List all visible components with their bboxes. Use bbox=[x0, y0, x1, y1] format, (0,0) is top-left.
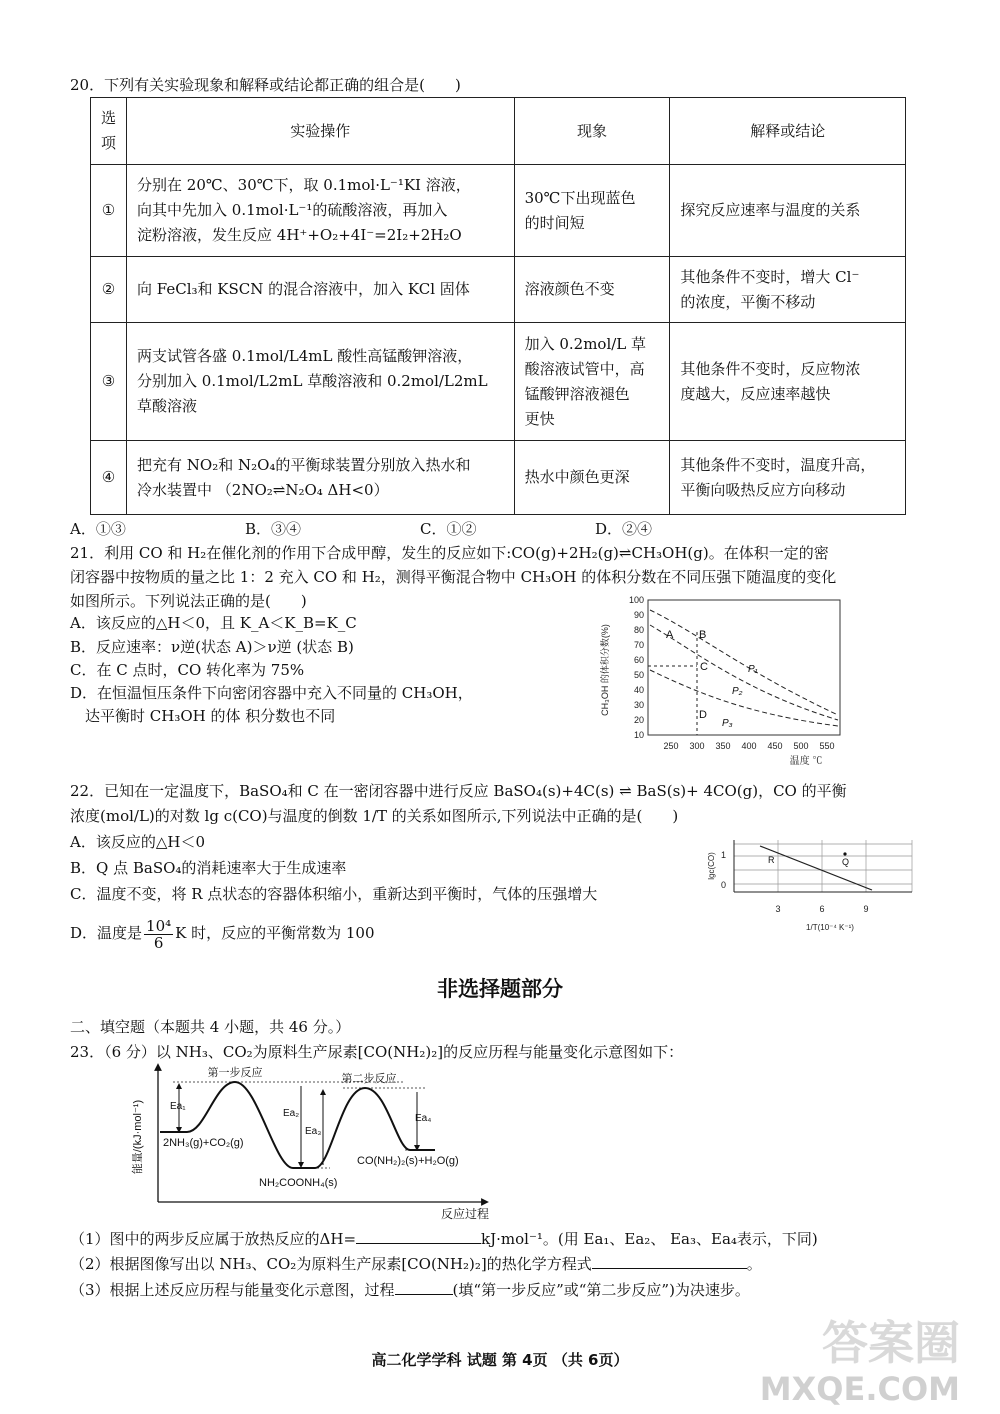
cell-line: 淀粉溶液，发生反应 4H⁺+O₂+4I⁻=2I₂+2H₂O bbox=[137, 226, 462, 244]
cell-line: 平衡向吸热反应方向移动 bbox=[680, 480, 846, 499]
fraction-denominator: 6 bbox=[153, 933, 164, 952]
table-row bbox=[91, 257, 906, 323]
chart-frame bbox=[648, 600, 840, 735]
products-label: CO(NH₂)₂(s)+H₂O(g) bbox=[357, 1155, 459, 1167]
temperature-fraction bbox=[144, 918, 173, 951]
cell-line: 两支试管各盛 0.1mol/L4mL 酸性高锰酸钾溶液， bbox=[137, 347, 473, 365]
option-d: D．②④ bbox=[595, 520, 653, 538]
row-phenomenon bbox=[514, 441, 670, 515]
ea4-label: Ea₄ bbox=[415, 1113, 432, 1124]
row-operation bbox=[127, 165, 515, 257]
point-r: R bbox=[768, 855, 775, 865]
option-a: A．①③ bbox=[70, 520, 126, 538]
q20-options bbox=[70, 518, 690, 540]
chart-y-label: lgc(CO) bbox=[707, 852, 716, 880]
q21-option-c: C．在 C 点时，CO 转化率为 75% bbox=[70, 661, 305, 679]
q23-sub1 bbox=[70, 1227, 818, 1250]
curve-p2 bbox=[650, 625, 838, 720]
x-tick: 450 bbox=[767, 741, 783, 751]
diagram-y-label: 能量/(kJ·mol⁻¹) bbox=[132, 1099, 144, 1175]
q21-line: 21．利用 CO 和 H₂在催化剂的作用下合成甲醇，发生的反应如下:CO(g)+2H₂(g)⇌CH₃OH(g)。在体积一定的密 bbox=[70, 544, 829, 562]
q23-sub3 bbox=[70, 1278, 750, 1301]
q22-option-d bbox=[70, 913, 375, 953]
option-c: C．①② bbox=[420, 520, 477, 538]
row-phenomenon bbox=[514, 257, 670, 323]
x-tick: 350 bbox=[715, 741, 731, 751]
point-q: Q bbox=[842, 857, 850, 867]
x-tick: 500 bbox=[793, 741, 809, 751]
q22-option-b: B．Q 点 BaSO₄的消耗速率大于生成速率 bbox=[70, 859, 347, 877]
y-tick: 70 bbox=[633, 640, 644, 650]
x-tick: 6 bbox=[819, 904, 825, 914]
curve-p1 bbox=[650, 610, 838, 715]
q21-option-b: B．反应速率：ν逆(状态 A)＞ν逆 (状态 B) bbox=[70, 638, 354, 656]
table-row bbox=[91, 323, 906, 441]
sub2-suffix: 。 bbox=[746, 1255, 762, 1273]
row-number: ② bbox=[91, 257, 127, 323]
cell-line: 锰酸钾溶液褪色 bbox=[524, 384, 630, 403]
option-d-prefix: D．温度是 bbox=[70, 924, 143, 942]
row-conclusion bbox=[670, 323, 906, 441]
chart-x-label: 1/T(10⁻⁴ K⁻¹) bbox=[806, 923, 854, 932]
row-operation bbox=[127, 441, 515, 515]
sub3-prefix: （3）根据上述反应历程与能量变化示意图，过程 bbox=[70, 1281, 395, 1299]
chart-x-label: 温度 ℃ bbox=[789, 756, 823, 767]
cell-line: 溶液颜色不变 bbox=[524, 280, 615, 298]
x-tick: 9 bbox=[863, 904, 869, 914]
q23-stem: 23．（6 分）以 NH₃、CO₂为原料生产尿素[CO(NH₂)₂]的反应历程与能量变化示意图如下： bbox=[70, 1043, 684, 1061]
watermark-logo: 答案圈 bbox=[822, 1316, 960, 1370]
cell-line: 酸溶液试管中，高 bbox=[524, 359, 645, 378]
row-phenomenon bbox=[514, 165, 670, 257]
cell-line: 其他条件不变时，增大 Cl⁻ bbox=[680, 267, 860, 286]
row-number: ④ bbox=[91, 441, 127, 515]
sub2-prefix: （2）根据图像写出以 NH₃、CO₂为原料生产尿素[CO(NH₂)₂]的热化学方程式 bbox=[70, 1255, 592, 1273]
y-tick: 10 bbox=[633, 730, 644, 740]
cell-line: 度越大，反应速率越快 bbox=[680, 384, 831, 403]
row-operation bbox=[127, 257, 515, 323]
x-tick: 250 bbox=[663, 741, 679, 751]
y-tick: 80 bbox=[633, 625, 644, 635]
x-tick: 550 bbox=[819, 741, 835, 751]
y-tick: 30 bbox=[633, 700, 644, 710]
cell-line: 草酸溶液 bbox=[137, 397, 198, 415]
y-tick: 50 bbox=[633, 670, 644, 680]
intermediate-label: NH₂COONH₄(s) bbox=[259, 1177, 338, 1189]
point-q-dot bbox=[843, 852, 846, 855]
row-conclusion bbox=[670, 165, 906, 257]
cell-line: 分别加入 0.1mol/L2mL 草酸溶液和 0.2mol/L2mL bbox=[137, 372, 488, 390]
q22-option-a: A．该反应的△H＜0 bbox=[70, 833, 205, 851]
curve-label-p1: P₁ bbox=[748, 664, 758, 675]
y-tick: 0 bbox=[720, 880, 726, 890]
row-conclusion bbox=[670, 441, 906, 515]
cell-line: 其他条件不变时，反应物浓 bbox=[680, 359, 861, 378]
curve-p3 bbox=[650, 670, 838, 726]
step1-label: 第一步反应 bbox=[207, 1067, 263, 1079]
ea3-label: Ea₃ bbox=[305, 1126, 322, 1137]
y-tick: 40 bbox=[633, 685, 644, 695]
cell-line: 30℃下出现蓝色 bbox=[524, 188, 636, 207]
header-option: 选 项 bbox=[91, 98, 127, 165]
point-a: A bbox=[666, 629, 674, 641]
option-d-suffix: K 时，反应的平衡常数为 100 bbox=[175, 924, 375, 942]
fraction-numerator: 10⁴ bbox=[146, 916, 172, 935]
row-operation bbox=[127, 323, 515, 441]
header-phenomenon: 现象 bbox=[514, 98, 670, 165]
q22-option-c: C．温度不变，将 R 点状态的容器体积缩小，重新达到平衡时，气体的压强增大 bbox=[70, 885, 598, 903]
section-subtitle: 二、填空题（本题共 4 小题，共 46 分。） bbox=[70, 1018, 351, 1036]
chart-y-label: CH₃OH 的体积分数(%) bbox=[600, 624, 610, 716]
ea2-label: Ea₂ bbox=[283, 1108, 300, 1119]
q20-stem: 20．下列有关实验现象和解释或结论都正确的组合是( ) bbox=[70, 76, 461, 94]
q21-option-d-cont: 达平衡时 CH₃OH 的体 积分数也不同 bbox=[70, 707, 336, 725]
q21-methanol-chart bbox=[596, 592, 852, 774]
cell-line: 分别在 20℃、30℃下，取 0.1mol·L⁻¹KI 溶液， bbox=[137, 176, 471, 194]
point-b: B bbox=[699, 629, 707, 641]
answer-blank[interactable] bbox=[356, 1227, 481, 1244]
y-tick: 20 bbox=[633, 715, 644, 725]
answer-blank[interactable] bbox=[395, 1278, 453, 1295]
sub1-suffix: kJ·mol⁻¹。(用 Ea₁、Ea₂、 Ea₃、Ea₄表示，下同) bbox=[481, 1230, 818, 1248]
table-row bbox=[91, 165, 906, 257]
cell-line: 向其中先加入 0.1mol·L⁻¹的硫酸溶液，再加入 bbox=[137, 201, 448, 219]
q22-lgco-chart bbox=[700, 832, 920, 942]
cell-line: 把充有 NO₂和 N₂O₄的平衡球装置分别放入热水和 bbox=[137, 455, 471, 474]
diagram-x-label: 反应过程 bbox=[440, 1207, 490, 1221]
reactants-label: 2NH₃(g)+CO₂(g) bbox=[163, 1137, 244, 1149]
table-header-row bbox=[91, 98, 906, 165]
header-conclusion: 解释或结论 bbox=[670, 98, 906, 165]
q22-line: 浓度(mol/L)的对数 lg c(CO)与温度的倒数 1/T 的关系如图所示,下列说法中正确的是( ) bbox=[70, 807, 679, 825]
q21-line: 闭容器中按物质的量之比 1：2 充入 CO 和 H₂，测得平衡混合物中 CH₃OH 的体积分数在不同压强下随温度的变化 bbox=[70, 568, 837, 586]
sub1-prefix: （1）图中的两步反应属于放热反应的ΔH= bbox=[70, 1230, 357, 1248]
row-phenomenon bbox=[514, 323, 670, 441]
sub3-suffix: (填“第一步反应”或“第二步反应”)为决速步。 bbox=[452, 1281, 750, 1299]
row-conclusion bbox=[670, 257, 906, 323]
row-number: ① bbox=[91, 165, 127, 257]
lgco-line bbox=[760, 846, 872, 890]
answer-blank[interactable] bbox=[592, 1252, 747, 1269]
q23-sub2 bbox=[70, 1252, 762, 1275]
chart-grid bbox=[734, 840, 912, 892]
section-title: 非选择题部分 bbox=[437, 977, 563, 1001]
cell-line: 热水中颜色更深 bbox=[524, 468, 630, 486]
ea1-label: Ea₁ bbox=[170, 1101, 186, 1112]
cell-line: 加入 0.2mol/L 草 bbox=[524, 334, 647, 353]
q22-line: 22．已知在一定温度下，BaSO₄和 C 在一密闭容器中进行反应 BaSO₄(s)+4C(s) ⇌ BaS(s)+ 4CO(g)，CO 的平衡 bbox=[70, 782, 847, 800]
cell-line: 其他条件不变时，温度升高， bbox=[680, 455, 876, 474]
x-tick: 300 bbox=[689, 741, 705, 751]
watermark-url: MXQE.COM bbox=[759, 1370, 960, 1408]
y-tick: 90 bbox=[633, 610, 644, 620]
cell-line: 更快 bbox=[524, 409, 555, 428]
point-c: C bbox=[700, 661, 708, 673]
curve-label-p2: P₂ bbox=[732, 686, 743, 697]
y-tick: 60 bbox=[633, 655, 644, 665]
cell-line: 探究反应速率与温度的关系 bbox=[680, 201, 861, 219]
header-operation: 实验操作 bbox=[127, 98, 515, 165]
cell-line: 冷水装置中 （2NO₂⇌N₂O₄ ΔH<0） bbox=[137, 480, 389, 499]
curve-label-p3: P₃ bbox=[722, 718, 733, 729]
option-b: B．③④ bbox=[245, 520, 302, 538]
y-tick: 100 bbox=[628, 595, 644, 605]
point-d: D bbox=[699, 709, 707, 721]
cell-line: 的浓度，平衡不移动 bbox=[680, 292, 816, 311]
q21-option-a: A．该反应的△H＜0，且 K_A＜K_B=K_C bbox=[70, 614, 357, 632]
page-footer: 高二化学学科 试题 第 4页 （共 6页） bbox=[371, 1351, 629, 1369]
step2-label: 第二步反应 bbox=[341, 1073, 397, 1085]
x-tick: 400 bbox=[741, 741, 757, 751]
x-tick: 3 bbox=[775, 904, 781, 914]
y-tick: 1 bbox=[720, 850, 726, 860]
table-row bbox=[91, 441, 906, 515]
q21-option-d: D．在恒温恒压条件下向密闭容器中充入不同量的 CH₃OH， bbox=[70, 684, 473, 702]
experiment-table bbox=[90, 97, 906, 515]
q21-line: 如图所示。下列说法正确的是( ) bbox=[70, 592, 307, 610]
q23-energy-diagram bbox=[125, 1062, 505, 1222]
cell-line: 的时间短 bbox=[524, 213, 585, 232]
row-number: ③ bbox=[91, 323, 127, 441]
cell-line: 向 FeCl₃和 KSCN 的混合溶液中，加入 KCl 固体 bbox=[137, 280, 470, 298]
